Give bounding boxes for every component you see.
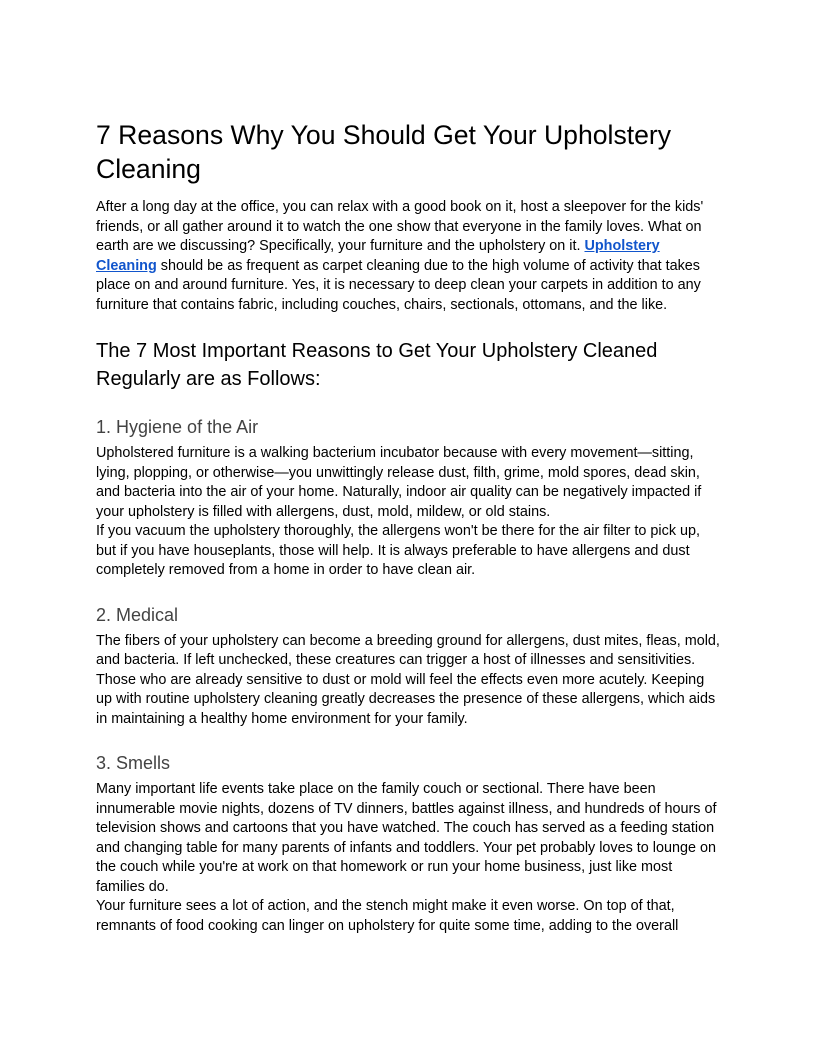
section-paragraph: Upholstered furniture is a walking bacterium incubator because with every movement—sitting, lying, plopping, or otherwise—you unwittingly release dust, filth, grime, mold spores, dead skin, and bacteria into the air of your home. Naturally, indoor air quality can be negatively impacted if your upholstery is filled with allergens, dust, mold, mildew, or old stains. xyxy=(96,445,702,520)
upholstery-cleaning-link[interactable]: Upholstery Cleaning xyxy=(96,238,660,274)
intro-text-before-link: After a long day at the office, you can relax with a good book on it, host a sleepover for the kids' friends, or all gather around it to watch the one show that everyone in the family loves. What on earth are we discussing? Specifically, your furniture and the upholstery on it. xyxy=(96,199,704,254)
section-paragraph: The fibers of your upholstery can become a breeding ground for allergens, dust mites, fleas, mold, and bacteria. If left unchecked, these creatures can trigger a host of illnesses and sensitivities. Those who are already sensitive to dust or mold will feel the effects even more acutely. Keeping up with routine upholstery cleaning greatly decreases the presence of these allergens, which aids in maintaining a healthy home environment for your family. xyxy=(96,632,720,727)
section-heading-medical: 2. Medical xyxy=(96,604,179,625)
section-paragraph: Your furniture sees a lot of action, and the stench might make it even worse. On top of that, remnants of food cooking can linger on upholstery for quite some time, adding to the overall xyxy=(96,898,679,934)
section-paragraph: If you vacuum the upholstery thoroughly, the allergens won't be there for the air filter to pick up, but if you have houseplants, those will help. It is always preferable to have allergens and dust completely removed from a home in order to have clean air. xyxy=(96,523,701,578)
intro-paragraph xyxy=(96,198,722,315)
document-page xyxy=(96,118,722,936)
section-paragraph: Many important life events take place on the family couch or sectional. There have been innumerable movie nights, dozens of TV dinners, battles against illness, and hundreds of hours of television shows and cartoons that you have watched. The couch has served as a feeding station and changing table for many parents of infants and toddlers. Your pet probably loves to lounge on the couch while you're at work on that homework or run your home business, just like most families do. xyxy=(96,781,717,895)
document-title: 7 Reasons Why You Should Get Your Upholstery Cleaning xyxy=(96,120,672,184)
document-subtitle: The 7 Most Important Reasons to Get Your Upholstery Cleaned Regularly are as Follows: xyxy=(96,340,658,390)
intro-text-after-link: should be as frequent as carpet cleaning due to the high volume of activity that takes place on and around furniture. Yes, it is necessary to deep clean your carpets in addition to any furniture that contains fabric, including couches, chairs, sectionals, ottomans, and the like. xyxy=(96,257,701,313)
section-heading-hygiene: 1. Hygiene of the Air xyxy=(96,417,259,437)
section-heading-smells: 3. Smells xyxy=(96,753,171,773)
